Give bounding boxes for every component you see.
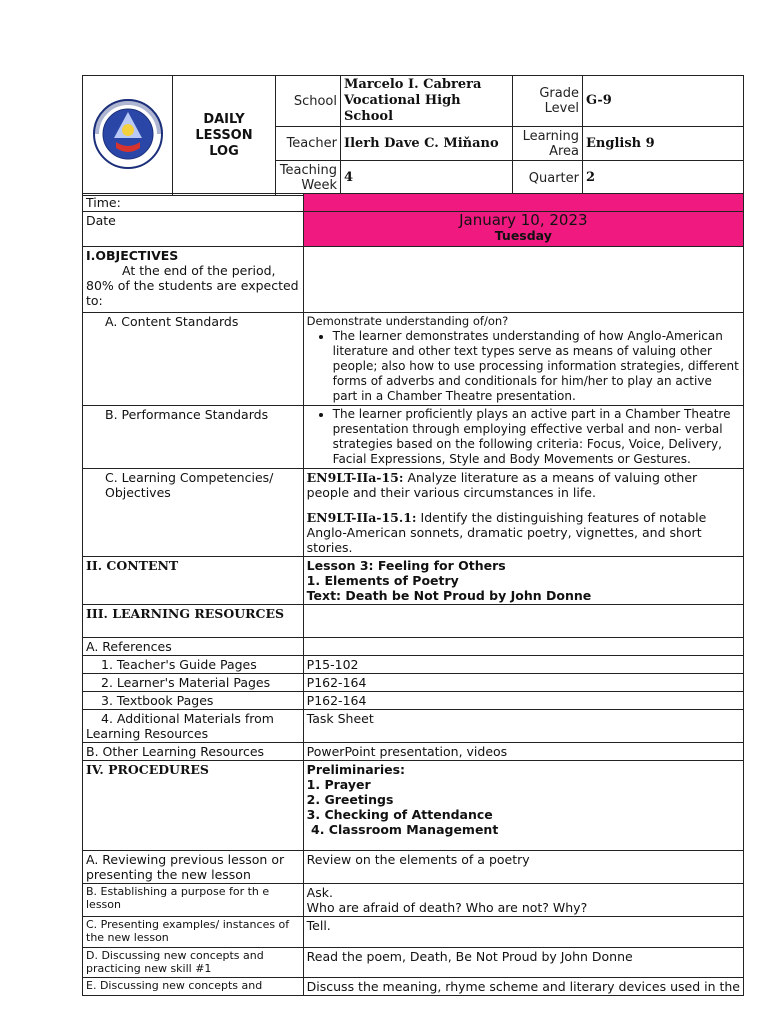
week-label: Teaching Week: [276, 161, 341, 196]
competencies-value: [303, 469, 743, 557]
proc-b-line: Ask.: [306, 885, 333, 900]
content-line: Lesson 3: Feeling for Others: [306, 558, 506, 573]
perf-std-value: [303, 406, 743, 469]
content-line: Text: Death be Not Proud by John Donne: [306, 588, 592, 603]
title-line: LESSON: [195, 127, 253, 143]
teacher-label: Teacher: [276, 127, 341, 161]
grade-value: G-9: [583, 76, 744, 127]
objectives-text: At the end of the period, 80% of the students are expected to:: [86, 263, 299, 308]
competency-text: Analyze literature as a means of valuing other people and their various circumstances in life.: [306, 470, 698, 500]
competency-1: [307, 470, 740, 500]
tb-label: 3. Textbook Pages: [83, 692, 304, 710]
tg-label: 1. Teacher's Guide Pages: [83, 656, 304, 674]
list-item: • The learner proficiently plays an active part in a Chamber Theatre presentation through employing effective verbal and non- verbal strategies based on the following criteria: Focus, Voice, Delivery, Facial Expressions, Style and Body Movements or Gestures.: [333, 407, 740, 467]
proc-d-label: D. Discussing new concepts and practicing new skill #1: [83, 948, 304, 978]
competencies-text: C. Learning Competencies/ Objectives: [105, 470, 274, 500]
lm-label: 2. Learner's Material Pages: [83, 674, 304, 692]
proc-b-label: B. Establishing a purpose for th e lesson: [83, 884, 304, 917]
competency-code: EN9LT-IIa-15.1:: [306, 510, 417, 525]
competency-text: Identify the distinguishing features of notable Anglo-American sonnets, dramatic poetry, vignettes, and short stories.: [306, 510, 707, 555]
competency-2: [307, 510, 740, 555]
area-label: Learning Area: [513, 127, 583, 161]
perf-std-label: B. Performance Standards: [83, 406, 304, 469]
perf-std-list: [307, 407, 740, 467]
title-line: LOG: [209, 143, 239, 159]
title-line: DAILY: [203, 111, 245, 127]
teacher-value: Ilerh Dave C. Miňano: [341, 127, 513, 161]
list-item: • The learner demonstrates understanding of how Anglo-American literature and other text types serve as means of valuing other people; also how to use processing information strategies, different forms of adverbs and conditionals for him/her to play an active part in a Chamber Theatre presentation.: [333, 329, 740, 404]
prelim-item: 4. Classroom Management: [306, 822, 499, 837]
references-value: [303, 638, 743, 656]
proc-e-label: E. Discussing new concepts and: [83, 978, 304, 996]
proc-a-value: Review on the elements of a poetry: [303, 851, 743, 884]
proc-b-value: [303, 884, 743, 917]
time-value: [303, 194, 743, 212]
prelim-title: Preliminaries:: [306, 762, 406, 777]
tb-value: P162-164: [303, 692, 743, 710]
date-label: Date: [83, 212, 304, 247]
objectives-cell: [83, 247, 304, 313]
content-std-list: [307, 329, 740, 404]
quarter-value: 2: [583, 161, 744, 196]
content-std-value: [303, 313, 743, 406]
prelim-item: 1. Prayer: [306, 777, 371, 792]
area-value: English 9: [583, 127, 744, 161]
resources-value: [303, 605, 743, 638]
content-line: 1. Elements of Poetry: [306, 573, 459, 588]
tg-value: P15-102: [303, 656, 743, 674]
date-value: [303, 212, 743, 247]
proc-d-value: Read the poem, Death, Be Not Proud by John Donne: [303, 948, 743, 978]
lm-value: P162-164: [303, 674, 743, 692]
week-value: 4: [341, 161, 513, 196]
school-label: School: [276, 76, 341, 127]
competencies-label: [83, 469, 304, 557]
proc-c-label: C. Presenting examples/ instances of the new lesson: [83, 917, 304, 948]
prelim-item: 3. Checking of Attendance: [306, 807, 493, 822]
content-std-intro: Demonstrate understanding of/on?: [306, 314, 509, 328]
lesson-table: [82, 193, 744, 996]
seal-icon: [92, 98, 164, 170]
grade-label: Grade Level: [513, 76, 583, 127]
school-value: Marcelo I. Cabrera Vocational High School: [341, 76, 513, 127]
other-label: B. Other Learning Resources: [83, 743, 304, 761]
procedures-heading: IV. PROCEDURES: [83, 761, 304, 851]
dll-title: [173, 76, 276, 196]
references-label: A. References: [83, 638, 304, 656]
prelim-value: [303, 761, 743, 851]
time-label: Time:: [83, 194, 304, 212]
objectives-value: [303, 247, 743, 313]
resources-heading: III. LEARNING RESOURCES: [83, 605, 304, 638]
prelim-item: 2. Greetings: [306, 792, 394, 807]
date-text: January 10, 2023: [459, 211, 588, 229]
content-std-label: A. Content Standards: [83, 313, 304, 406]
content-heading: II. CONTENT: [83, 557, 304, 605]
objectives-heading: I.OBJECTIVES: [86, 248, 179, 263]
add-value: Task Sheet: [303, 710, 743, 743]
proc-a-label: A. Reviewing previous lesson or presenting the new lesson: [83, 851, 304, 884]
proc-e-value: Discuss the meaning, rhyme scheme and literary devices used in the: [303, 978, 743, 996]
competency-code: EN9LT-IIa-15:: [306, 470, 404, 485]
other-value: PowerPoint presentation, videos: [303, 743, 743, 761]
proc-b-line: Who are afraid of death? Who are not? Why?: [306, 900, 588, 915]
add-label: 4. Additional Materials from Learning Resources: [83, 710, 304, 743]
header-table: [82, 75, 744, 196]
quarter-label: Quarter: [513, 161, 583, 196]
deped-seal-logo: [83, 76, 173, 196]
day-text: Tuesday: [494, 228, 552, 243]
proc-c-value: Tell.: [303, 917, 743, 948]
content-value: [303, 557, 743, 605]
